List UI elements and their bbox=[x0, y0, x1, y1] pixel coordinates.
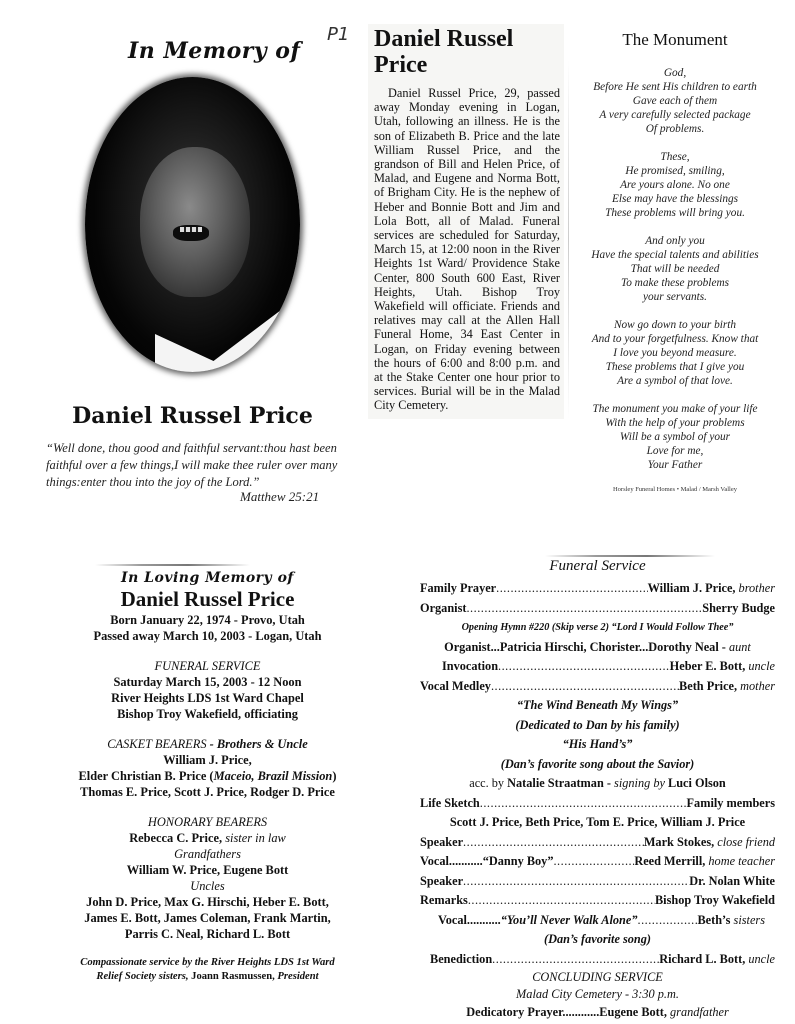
funeral-place: River Heights LDS 1st Ward Chapel bbox=[111, 691, 304, 705]
obituary-clipping bbox=[368, 24, 564, 419]
poem-line: With the help of your problems bbox=[605, 417, 745, 429]
poem-line: Gave each of them bbox=[632, 95, 718, 107]
service-row-invocation: Invocation ..... Heber E. Bott, uncle bbox=[420, 657, 775, 677]
program-name: Daniel Russel Price bbox=[120, 587, 295, 611]
organist-chorister: Organist...Patricia Hirschi, Chorister...Dorothy Neal - aunt bbox=[444, 639, 751, 654]
memorial-name: Daniel Russel Price bbox=[72, 403, 313, 429]
dedicatory-prayer: Dedicatory Prayer............Eugene Bott, grandfather bbox=[466, 1005, 729, 1019]
poem-line: These problems that I give you bbox=[605, 361, 745, 373]
poem-stanza bbox=[570, 66, 780, 136]
funeral-home-credit: Horsley Funeral Homes • Malad / Marsh Valley bbox=[612, 486, 737, 493]
portrait-face bbox=[140, 147, 250, 297]
song-note: (Dan’s favorite song) bbox=[543, 932, 652, 946]
grandfathers-heading: Grandfathers bbox=[174, 847, 241, 861]
poem-line: The monument you make of your life bbox=[592, 403, 758, 415]
grandfathers-names: William W. Price, Eugene Bott bbox=[126, 863, 289, 877]
uncles-names: Parris C. Neal, Richard L. Bott bbox=[124, 927, 291, 941]
poem-line: And only you bbox=[645, 235, 705, 247]
obituary-body: Daniel Russel Price, 29, passed away Monday evening in Logan, Utah, following an illness. He is the son of Elizabeth B. Price and the late William Russel Price, and the grandson of Bill and Helen Price, of Malad, and Eugene and Norma Bott, of Brigham City. He is the nephew of Heber and Bonnie Bott and Jim and Lola Bott, all of Malad. Funeral services are scheduled for Saturday, March 15, at 12:00 noon in the River Heights 1st Ward/ Providence Stake Center, 800 South 600 East, River Heights, Utah. Bishop Troy Wakefield will officiate. Friends and relatives may call at the Allen Hall Funeral Home, 34 East Center in Logan, on Friday evening between the hours of 6:00 and 8:00 p.m. and at the Stake Center one hour prior to services. Burial will be in the Malad City Cemetery. bbox=[374, 86, 560, 413]
song-title: “The Wind Beneath My Wings” bbox=[516, 698, 679, 712]
death-info: Passed away March 10, 2003 - Logan, Utah bbox=[93, 629, 322, 643]
poem-line: Are yours alone. No one bbox=[620, 179, 730, 191]
scripture-quote: “Well done, thou good and faithful servant:thou hast been faithful over a few things,I will make thee ruler over many things:enter thou into the joy of the Lord.” bbox=[46, 441, 338, 489]
honorary-bearer-line: Rebecca C. Price, sister in law bbox=[129, 831, 286, 845]
poem-line: Will be a symbol of your bbox=[619, 431, 731, 443]
poem-line: Have the special talents and abilities bbox=[591, 249, 759, 261]
service-row-family-prayer: Family Prayer ..... William J. Price, brother bbox=[420, 579, 775, 599]
obituary-title: Daniel Russel Price bbox=[374, 26, 514, 78]
poem-line: God, bbox=[663, 67, 687, 79]
song-note: (Dan’s favorite song about the Savior) bbox=[500, 756, 695, 771]
service-row-speaker: Speaker ..... Dr. Nolan White bbox=[420, 872, 775, 892]
casket-bearers-heading: CASKET BEARERS - Brothers & Uncle bbox=[107, 737, 308, 751]
compassionate-service-note: Compassionate service by the River Heights LDS 1st Ward bbox=[80, 957, 335, 968]
concluding-service-place: Malad City Cemetery - 3:30 p.m. bbox=[516, 987, 679, 1001]
funeral-service-heading: FUNERAL SERVICE bbox=[154, 659, 261, 673]
uncles-heading: Uncles bbox=[190, 879, 225, 893]
accompaniment: acc. by Natalie Straatman - signing by Luci Olson bbox=[469, 776, 726, 790]
poem-stanza bbox=[570, 234, 780, 304]
poem-line: These, bbox=[660, 151, 690, 163]
service-row-speaker: Speaker ..... Mark Stokes, close friend bbox=[420, 833, 775, 853]
casket-bearer-line: Thomas E. Price, Scott J. Price, Rodger D. Price bbox=[80, 785, 335, 799]
service-row-benediction: Benediction ..... Richard L. Bott, uncle bbox=[420, 950, 775, 970]
poem-line: He promised, smiling, bbox=[625, 165, 725, 177]
poem-line: I love you beyond measure. bbox=[613, 347, 737, 359]
funeral-program bbox=[30, 570, 385, 984]
poem-line: A very carefully selected package bbox=[599, 109, 751, 121]
order-of-service bbox=[420, 555, 775, 1023]
poem-line: Else may have the blessings bbox=[611, 193, 739, 205]
honorary-bearers-heading: HONORARY BEARERS bbox=[147, 815, 268, 829]
poem-line: Your Father bbox=[647, 459, 703, 471]
poem-line: To make these problems bbox=[620, 277, 730, 289]
service-row-vocal: Vocal...........“You’ll Never Walk Alone” ..... Beth’s sisters bbox=[420, 911, 775, 931]
poem-stanza bbox=[570, 402, 780, 472]
portrait-shirt bbox=[155, 307, 285, 372]
handwritten-page-note: P1 bbox=[327, 24, 350, 45]
birth-info: Born January 22, 1974 - Provo, Utah bbox=[110, 613, 305, 627]
uncles-names: James E. Bott, James Coleman, Frank Martin, bbox=[84, 911, 331, 925]
service-row-remarks: Remarks ..... Bishop Troy Wakefield bbox=[420, 891, 775, 911]
uncles-names: John D. Price, Max G. Hirschi, Heber E. Bott, bbox=[86, 895, 329, 909]
casket-bearer-line: Elder Christian B. Price (Maceio, Brazil Mission) bbox=[78, 769, 337, 783]
poem-line: Of problems. bbox=[645, 123, 705, 135]
memory-heading: In Memory of bbox=[128, 38, 301, 64]
service-row-life-sketch: Life Sketch ..... Family members bbox=[420, 794, 775, 814]
song-note: (Dedicated to Dan by his family) bbox=[515, 717, 680, 732]
scripture-reference: Matthew 25:21 bbox=[240, 489, 320, 504]
poem-stanza bbox=[570, 318, 780, 388]
program-heading: In Loving Memory of bbox=[121, 570, 294, 586]
poem-line: That will be needed bbox=[630, 263, 720, 275]
casket-bearer-line: William J. Price, bbox=[163, 753, 252, 767]
compassionate-service-note: Relief Society sisters, Joann Rasmussen, President bbox=[96, 971, 319, 982]
portrait-teeth bbox=[180, 227, 202, 232]
poem-line: And to your forgetfulness. Know that bbox=[591, 333, 759, 345]
opening-hymn: Opening Hymn #220 (Skip verse 2) “Lord I Would Follow Thee” bbox=[461, 622, 734, 633]
poem-line: Love for me, bbox=[646, 445, 704, 457]
poem-title: The Monument bbox=[622, 30, 728, 49]
service-row-organist: Organist ..... Sherry Budge bbox=[420, 599, 775, 619]
portrait-photo bbox=[85, 77, 300, 372]
poem-line: These problems will bring you. bbox=[605, 207, 745, 219]
funeral-officiant: Bishop Troy Wakefield, officiating bbox=[117, 707, 298, 721]
service-row-vocal: Vocal...........“Danny Boy” ..... Reed Merrill, home teacher bbox=[420, 852, 775, 872]
concluding-service-heading: CONCLUDING SERVICE bbox=[532, 970, 663, 984]
poem-stanza bbox=[570, 150, 780, 220]
life-sketch-names: Scott J. Price, Beth Price, Tom E. Price, William J. Price bbox=[449, 815, 746, 829]
poem-card bbox=[570, 30, 780, 493]
service-title: Funeral Service bbox=[549, 558, 646, 574]
service-row-vocal-medley: Vocal Medley ..... Beth Price, mother bbox=[420, 677, 775, 697]
funeral-date: Saturday March 15, 2003 - 12 Noon bbox=[113, 675, 302, 689]
poem-divider bbox=[568, 60, 569, 420]
poem-line: Before He sent His children to earth bbox=[593, 81, 757, 93]
divider-rule bbox=[95, 564, 250, 566]
poem-line: Are a symbol of that love. bbox=[617, 375, 733, 387]
poem-line: your servants. bbox=[642, 291, 707, 303]
song-title: “His Hand’s” bbox=[562, 737, 633, 751]
poem-line: Now go down to your birth bbox=[613, 319, 737, 331]
